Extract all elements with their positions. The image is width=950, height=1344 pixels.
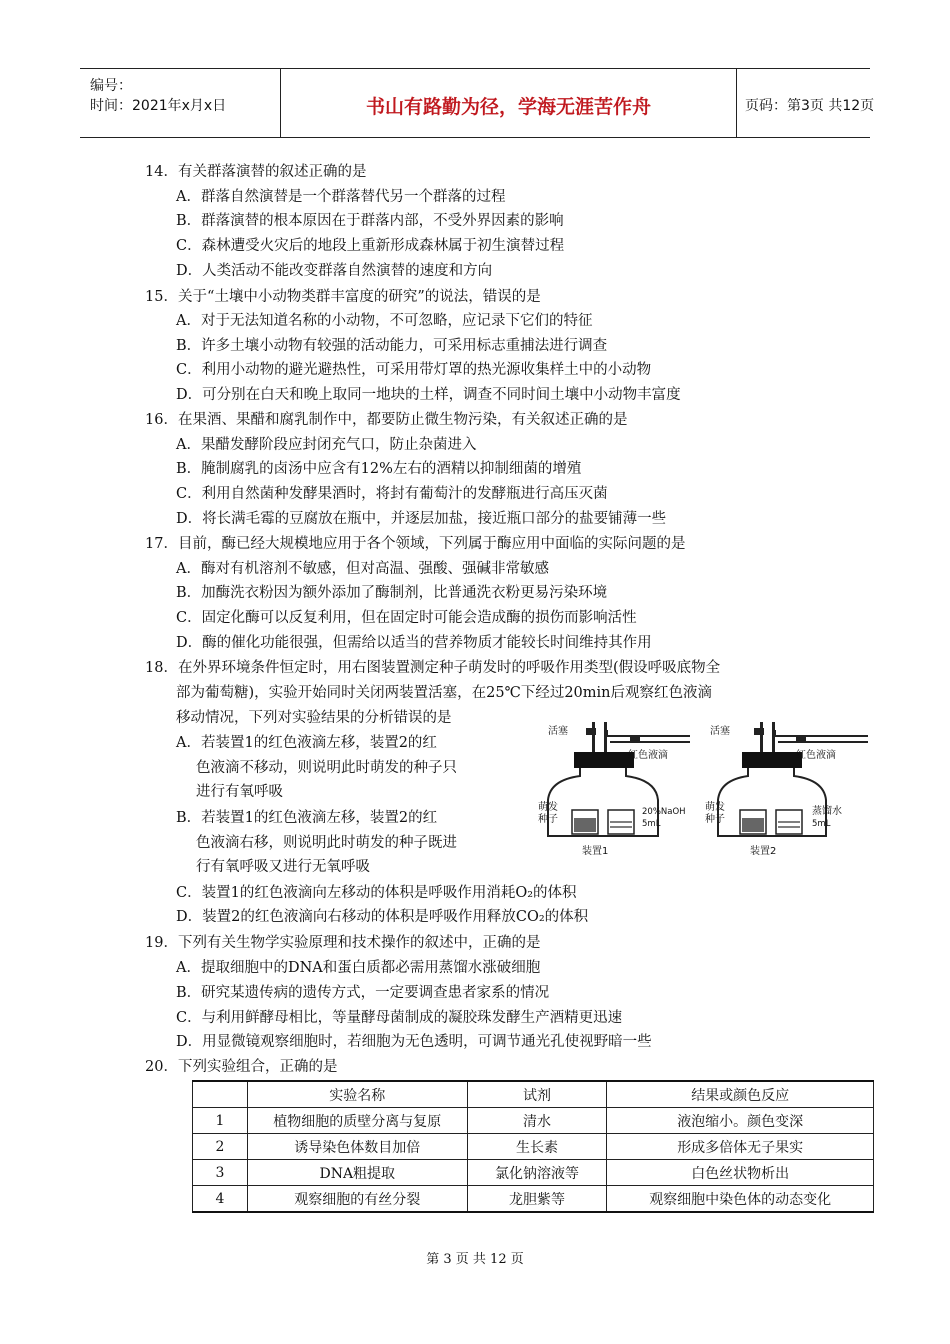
table-cell: 观察细胞中染色体的动态变化: [607, 1186, 874, 1213]
device-1-label: 装置1: [582, 846, 609, 857]
seed-label-1b: 种子: [538, 814, 558, 825]
table-row: [193, 1160, 874, 1186]
droplet-label-1: 红色液滴: [628, 750, 668, 761]
question-18-stem-line-2: 部为葡萄糖)，实验开始同时关闭两装置活塞，在25℃下经过20min后观察红色液滴: [176, 685, 713, 701]
experiment-table: [192, 1080, 874, 1213]
table-cell: 形成多倍体无子果实: [607, 1134, 874, 1160]
water-label: 蒸馏水: [812, 806, 842, 817]
header-meta: [80, 69, 280, 137]
question-15-option-d: D．可分别在白天和晚上取同一地块的土样，调查不同时间土壤中小动物丰富度: [176, 387, 681, 403]
question-18-stem-line-1: 18．在外界环境条件恒定时，用右图装置测定种子萌发时的呼吸作用类型(假设呼吸底物全: [145, 660, 721, 676]
number-label: 编号：: [90, 78, 132, 94]
table-cell: 白色丝状物析出: [607, 1160, 874, 1186]
table-cell: 3: [193, 1160, 248, 1186]
table-cell: DNA粗提取: [247, 1160, 467, 1186]
question-18-option-a-line-2: 色液滴不移动，则说明此时萌发的种子只: [196, 760, 457, 776]
table-cell: 4: [193, 1186, 248, 1213]
question-19-option-b: B．研究某遗传病的遗传方式，一定要调查患者家系的情况: [176, 985, 550, 1001]
question-19-stem: 19．下列有关生物学实验原理和技术操作的叙述中，正确的是: [145, 935, 541, 951]
question-16-option-d: D．将长满毛霉的豆腐放在瓶中，并逐层加盐，接近瓶口部分的盐要铺薄一些: [176, 511, 667, 527]
table-header-cell: [193, 1081, 248, 1108]
seed-label-2b: 种子: [705, 814, 725, 825]
table-cell: 龙胆紫等: [467, 1186, 607, 1213]
question-18-option-a-line-1: A．若装置1的红色液滴左移，装置2的红: [176, 735, 437, 751]
page-header: [80, 68, 875, 138]
question-16-stem: 16．在果酒、果醋和腐乳制作中，都要防止微生物污染，有关叙述正确的是: [145, 412, 628, 428]
droplet-label-2: 红色液滴: [796, 750, 836, 761]
question-17-option-b: B．加酶洗衣粉因为额外添加了酶制剂，比普通洗衣粉更易污染环境: [176, 585, 608, 601]
table-cell: 植物细胞的质壁分离与复原: [247, 1108, 467, 1134]
question-14-stem: 14．有关群落演替的叙述正确的是: [145, 164, 367, 180]
table-row: [193, 1108, 874, 1134]
device-2-label: 装置2: [750, 846, 777, 857]
question-16-option-b: B．腌制腐乳的卤汤中应含有12%左右的酒精以抑制细菌的增殖: [176, 461, 582, 477]
question-19-option-d: D．用显微镜观察细胞时，若细胞为无色透明，可调节通光孔使视野暗一些: [176, 1034, 652, 1050]
table-cell: 诱导染色体数目加倍: [247, 1134, 467, 1160]
stopcock-1: [586, 728, 596, 735]
respiration-apparatus-figure: [530, 718, 872, 860]
device-2: [718, 722, 868, 836]
header-motto: [280, 69, 737, 137]
question-18-option-a-line-3: 进行有氧呼吸: [196, 784, 283, 800]
question-19-option-a: A．提取细胞中的DNA和蛋白质都必需用蒸馏水涨破细胞: [176, 960, 541, 976]
table-cell: 生长素: [467, 1134, 607, 1160]
table-cell: 清水: [467, 1108, 607, 1134]
page-footer: 第 3 页 共 12 页: [426, 1252, 524, 1267]
table-row: [193, 1134, 874, 1160]
question-14-option-b: B．群落演替的根本原因在于群落内部，不受外界因素的影响: [176, 213, 564, 229]
table-cell: 1: [193, 1108, 248, 1134]
table-cell: 液泡缩小。颜色变深: [607, 1108, 874, 1134]
water-volume: 5mL: [812, 819, 831, 829]
question-15-stem: 15．关于“土壤中小动物类群丰富度的研究”的说法，错误的是: [145, 289, 541, 305]
question-18-option-b-line-2: 色液滴右移，则说明此时萌发的种子既进: [196, 835, 457, 851]
motto-text: 书山有路勤为径，学海无涯苦作舟: [365, 96, 651, 118]
droplet-1: [630, 735, 640, 743]
droplet-2: [796, 735, 806, 743]
seed-label-2a: 萌发: [705, 802, 725, 813]
date-label: 时间：2021年x月x日: [90, 98, 227, 114]
question-20-stem: 20．下列实验组合，正确的是: [145, 1059, 338, 1075]
question-14-option-a: A．群落自然演替是一个群落替代另一个群落的过程: [176, 189, 506, 205]
question-18-option-c: C．装置1的红色液滴向左移动的体积是呼吸作用消耗O₂的体积: [176, 885, 577, 901]
question-17-option-d: D．酶的催化功能很强，但需给以适当的营养物质才能较长时间维持其作用: [176, 635, 652, 651]
question-18-stem-line-3: 移动情况，下列对实验结果的分析错误的是: [176, 710, 452, 726]
stopcock-2: [754, 728, 764, 735]
question-15-option-a: A．对于无法知道名称的小动物，不可忽略，应记录下它们的特征: [176, 313, 593, 329]
question-18-option-b-line-1: B．若装置1的红色液滴左移，装置2的红: [176, 810, 438, 826]
naoh-volume: 5mL: [642, 819, 661, 829]
seed-label-1a: 萌发: [538, 802, 558, 813]
device-1: [548, 722, 690, 836]
question-17-option-c: C．固定化酶可以反复利用，但在固定时可能会造成酶的损伤而影响活性: [176, 610, 637, 626]
header-page: [737, 69, 875, 137]
question-17-option-a: A．酶对有机溶剂不敏感，但对高温、强酸、强碱非常敏感: [176, 561, 549, 577]
table-cell: 2: [193, 1134, 248, 1160]
question-16-option-c: C．利用自然菌种发酵果酒时，将封有葡萄汁的发酵瓶进行高压灭菌: [176, 486, 608, 502]
question-18-option-b-line-3: 行有氧呼吸又进行无氧呼吸: [196, 859, 370, 875]
naoh-label: 20%NaOH: [642, 807, 686, 817]
question-15-option-c: C．利用小动物的避光避热性，可采用带灯罩的热光源收集样土中的小动物: [176, 362, 652, 378]
table-row: [193, 1186, 874, 1213]
table-cell: 氯化钠溶液等: [467, 1160, 607, 1186]
question-19-option-c: C．与利用鲜酵母相比，等量酵母菌制成的凝胶珠发酵生产酒精更迅速: [176, 1010, 623, 1026]
table-header-cell: 结果或颜色反应: [607, 1081, 874, 1108]
question-16-option-a: A．果醋发酵阶段应封闭充气口，防止杂菌进入: [176, 437, 477, 453]
question-14-option-d: D．人类活动不能改变群落自然演替的速度和方向: [176, 263, 493, 279]
stopcock-label-2: 活塞: [710, 726, 730, 737]
table-header-cell: 试剂: [467, 1081, 607, 1108]
table-header-row: [193, 1081, 874, 1108]
question-17-stem: 17．目前，酶已经大规模地应用于各个领域，下列属于酶应用中面临的实际问题的是: [145, 536, 686, 552]
page-label: 页码：第3页 共12页: [745, 98, 875, 114]
table-header-cell: 实验名称: [247, 1081, 467, 1108]
question-15-option-b: B．许多土壤小动物有较强的活动能力，可采用标志重捕法进行调查: [176, 338, 608, 354]
stopcock-label-1: 活塞: [548, 726, 568, 737]
table-cell: 观察细胞的有丝分裂: [247, 1186, 467, 1213]
question-14-option-c: C．森林遭受火灾后的地段上重新形成森林属于初生演替过程: [176, 238, 565, 254]
question-18-option-d: D．装置2的红色液滴向右移动的体积是呼吸作用释放CO₂的体积: [176, 909, 589, 925]
